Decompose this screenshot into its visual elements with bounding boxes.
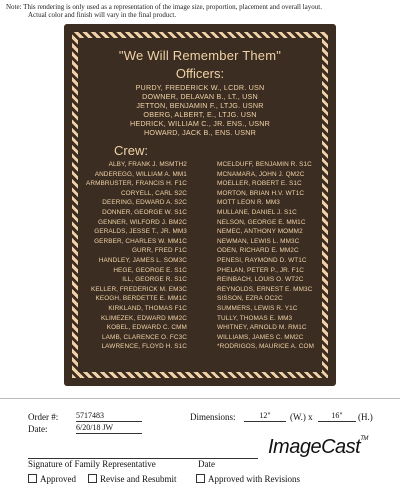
order-label: Order #: xyxy=(28,412,59,422)
crew-member: MCELDUFF, BENJAMIN R. S1C xyxy=(217,161,312,168)
plaque-title: "We Will Remember Them" xyxy=(118,48,282,63)
checkbox-icon[interactable] xyxy=(196,474,205,483)
approved-with-revisions-option[interactable] xyxy=(196,474,300,484)
disclaimer-note xyxy=(6,3,396,19)
width-unit: (W.) x xyxy=(290,412,313,422)
plaque-content xyxy=(82,42,318,368)
revise-option[interactable] xyxy=(88,474,177,484)
officers-list xyxy=(82,83,318,137)
crew-member: MCNAMARA, JOHN J. QM2C xyxy=(217,170,305,178)
crew-member: TULLY, THOMAS E. MM3 xyxy=(217,314,293,322)
crew-member: SISSON, EZRA OC2C xyxy=(217,295,283,303)
officer-name: HOWARD, JACK B., ENS. USNR xyxy=(144,128,256,137)
crew-member: KELLER, FREDERICK M. EM3C xyxy=(91,285,187,293)
date-value[interactable]: 6/20/18 JW xyxy=(76,423,142,434)
approval-form xyxy=(0,398,400,501)
crew-member: NELSON, GEORGE E. MM1C xyxy=(217,218,306,226)
crew-member: PENESI, RAYMOND D. WT1C xyxy=(217,256,307,264)
crew-member: WILLIAMS, JAMES C. MM2C xyxy=(217,333,304,341)
officer-name: OBERG, ALBERT, E., LTJG. USN xyxy=(143,110,257,119)
crew-member: MORTON, BRIAN H.V. WT1C xyxy=(217,189,305,197)
crew-member: ALBY, FRANK J. MSMTH2 xyxy=(108,161,187,168)
crew-member: GERALDS, JESSE T., JR. MM3 xyxy=(94,228,187,236)
disclaimer-line-1: Note: This rendering is only used as a representation of the image size, proportion, placement and overall layout. xyxy=(6,3,322,11)
crew-member: SUMMERS, LEWIS R. Y1C xyxy=(217,304,298,312)
officer-name: JETTON, BENJAMIN F., LTJG. USNR xyxy=(136,101,264,110)
crew-member: PHELAN, PETER P., JR. F1C xyxy=(217,266,304,274)
crew-member: ODEN, RICHARD E. MM2C xyxy=(217,247,299,255)
crew-member: GURR, FRED F1C xyxy=(131,247,187,255)
signature-date-label: Date xyxy=(198,459,215,469)
crew-member: DEERING, EDWARD A. S2C xyxy=(102,199,187,207)
crew-member: *RODRIGOS, MAURICE A. COM xyxy=(217,343,314,351)
crew-member: HEGE, GEORGE E. S1C xyxy=(113,266,187,274)
crew-member: REYNOLDS, ERNEST E. MM3C xyxy=(217,285,313,293)
crew-member: ILL, GEORGE R. S1C xyxy=(122,276,187,284)
signature-line[interactable] xyxy=(28,448,258,459)
approved-option[interactable] xyxy=(28,474,76,484)
crew-member: KOBEL, EDWARD C. CMM xyxy=(106,324,187,332)
crew-member: MOTT LEON R. MM3 xyxy=(217,199,280,207)
crew-member: KIRKLAND, THOMAS F1C xyxy=(108,304,187,312)
height-value[interactable]: 16" xyxy=(318,411,356,422)
officer-name: PURDY, FREDERICK W., LCDR. USN xyxy=(135,83,265,92)
crew-column-right xyxy=(217,160,314,352)
date-label: Date: xyxy=(28,424,48,434)
crew-member: LAWRENCE, FLOYD H. S1C xyxy=(101,343,187,351)
crew-member: KLIMEZEK, EDWARD MM2C xyxy=(100,314,187,322)
crew-column-left xyxy=(86,160,187,352)
crew-member: GERBER, CHARLES W. MM1C xyxy=(94,237,187,245)
order-number[interactable]: 5717483 xyxy=(76,411,142,422)
crew-member: REINBACH, LOUIS O. WT2C xyxy=(217,276,304,284)
crew-member: KEOGH, BERDETTE E. MM1C xyxy=(95,295,187,303)
approved-label: Approved xyxy=(40,474,76,484)
trademark: TM xyxy=(360,436,368,442)
crew-member: ARMBRUSTER, FRANCIS H. F1C xyxy=(86,180,187,188)
crew-member: GENNER, WILFORD J. BM2C xyxy=(98,218,187,226)
crew-member: WHITNEY, ARNOLD M. RM1C xyxy=(217,324,307,332)
signature-label: Signature of Family Representative xyxy=(28,459,156,469)
crew-member: DONNER, GEORGE W. S1C xyxy=(102,208,187,216)
crew-member: NEMEC, ANTHONY MOMM2 xyxy=(217,228,303,236)
officer-name: DOWNER, DELAVAN B., LT., USN xyxy=(142,92,258,101)
crew-member: CORYELL, CARL S2C xyxy=(120,189,187,197)
crew-member: HANDLEY, JAMES L. SOM3C xyxy=(98,256,187,264)
dimensions-label: Dimensions: xyxy=(190,412,236,422)
officer-name: HEDRICK, WILLIAM C., JR. ENS., USNR xyxy=(130,119,270,128)
revise-label: Revise and Resubmit xyxy=(100,474,177,484)
crew-member: LAMB, CLARENCE O. FC3C xyxy=(102,333,187,341)
crew-member: MULLANE, DANIEL J. S1C xyxy=(217,208,297,216)
crew-member: MOELLER, ROBERT E. S1C xyxy=(217,180,302,188)
imagecast-logo xyxy=(268,436,368,459)
disclaimer-line-2: Actual color and finish will vary in the final product. xyxy=(28,11,177,19)
plaque-preview xyxy=(64,24,336,386)
height-unit: (H.) xyxy=(358,412,373,422)
officers-heading: Officers: xyxy=(175,66,225,81)
checkbox-icon[interactable] xyxy=(88,474,97,483)
width-value[interactable]: 12" xyxy=(244,411,286,422)
approved-with-revisions-label: Approved with Revisions xyxy=(208,474,300,484)
crew-member: NEWMAN, LEWIS L. MM3C xyxy=(217,237,300,245)
crew-member: ANDEREGG, WILLIAM A. MM1 xyxy=(94,170,187,178)
crew-heading: Crew: xyxy=(114,143,148,158)
crew-list xyxy=(82,160,318,352)
checkbox-icon[interactable] xyxy=(28,474,37,483)
brand-name: ImageCast xyxy=(268,436,361,458)
